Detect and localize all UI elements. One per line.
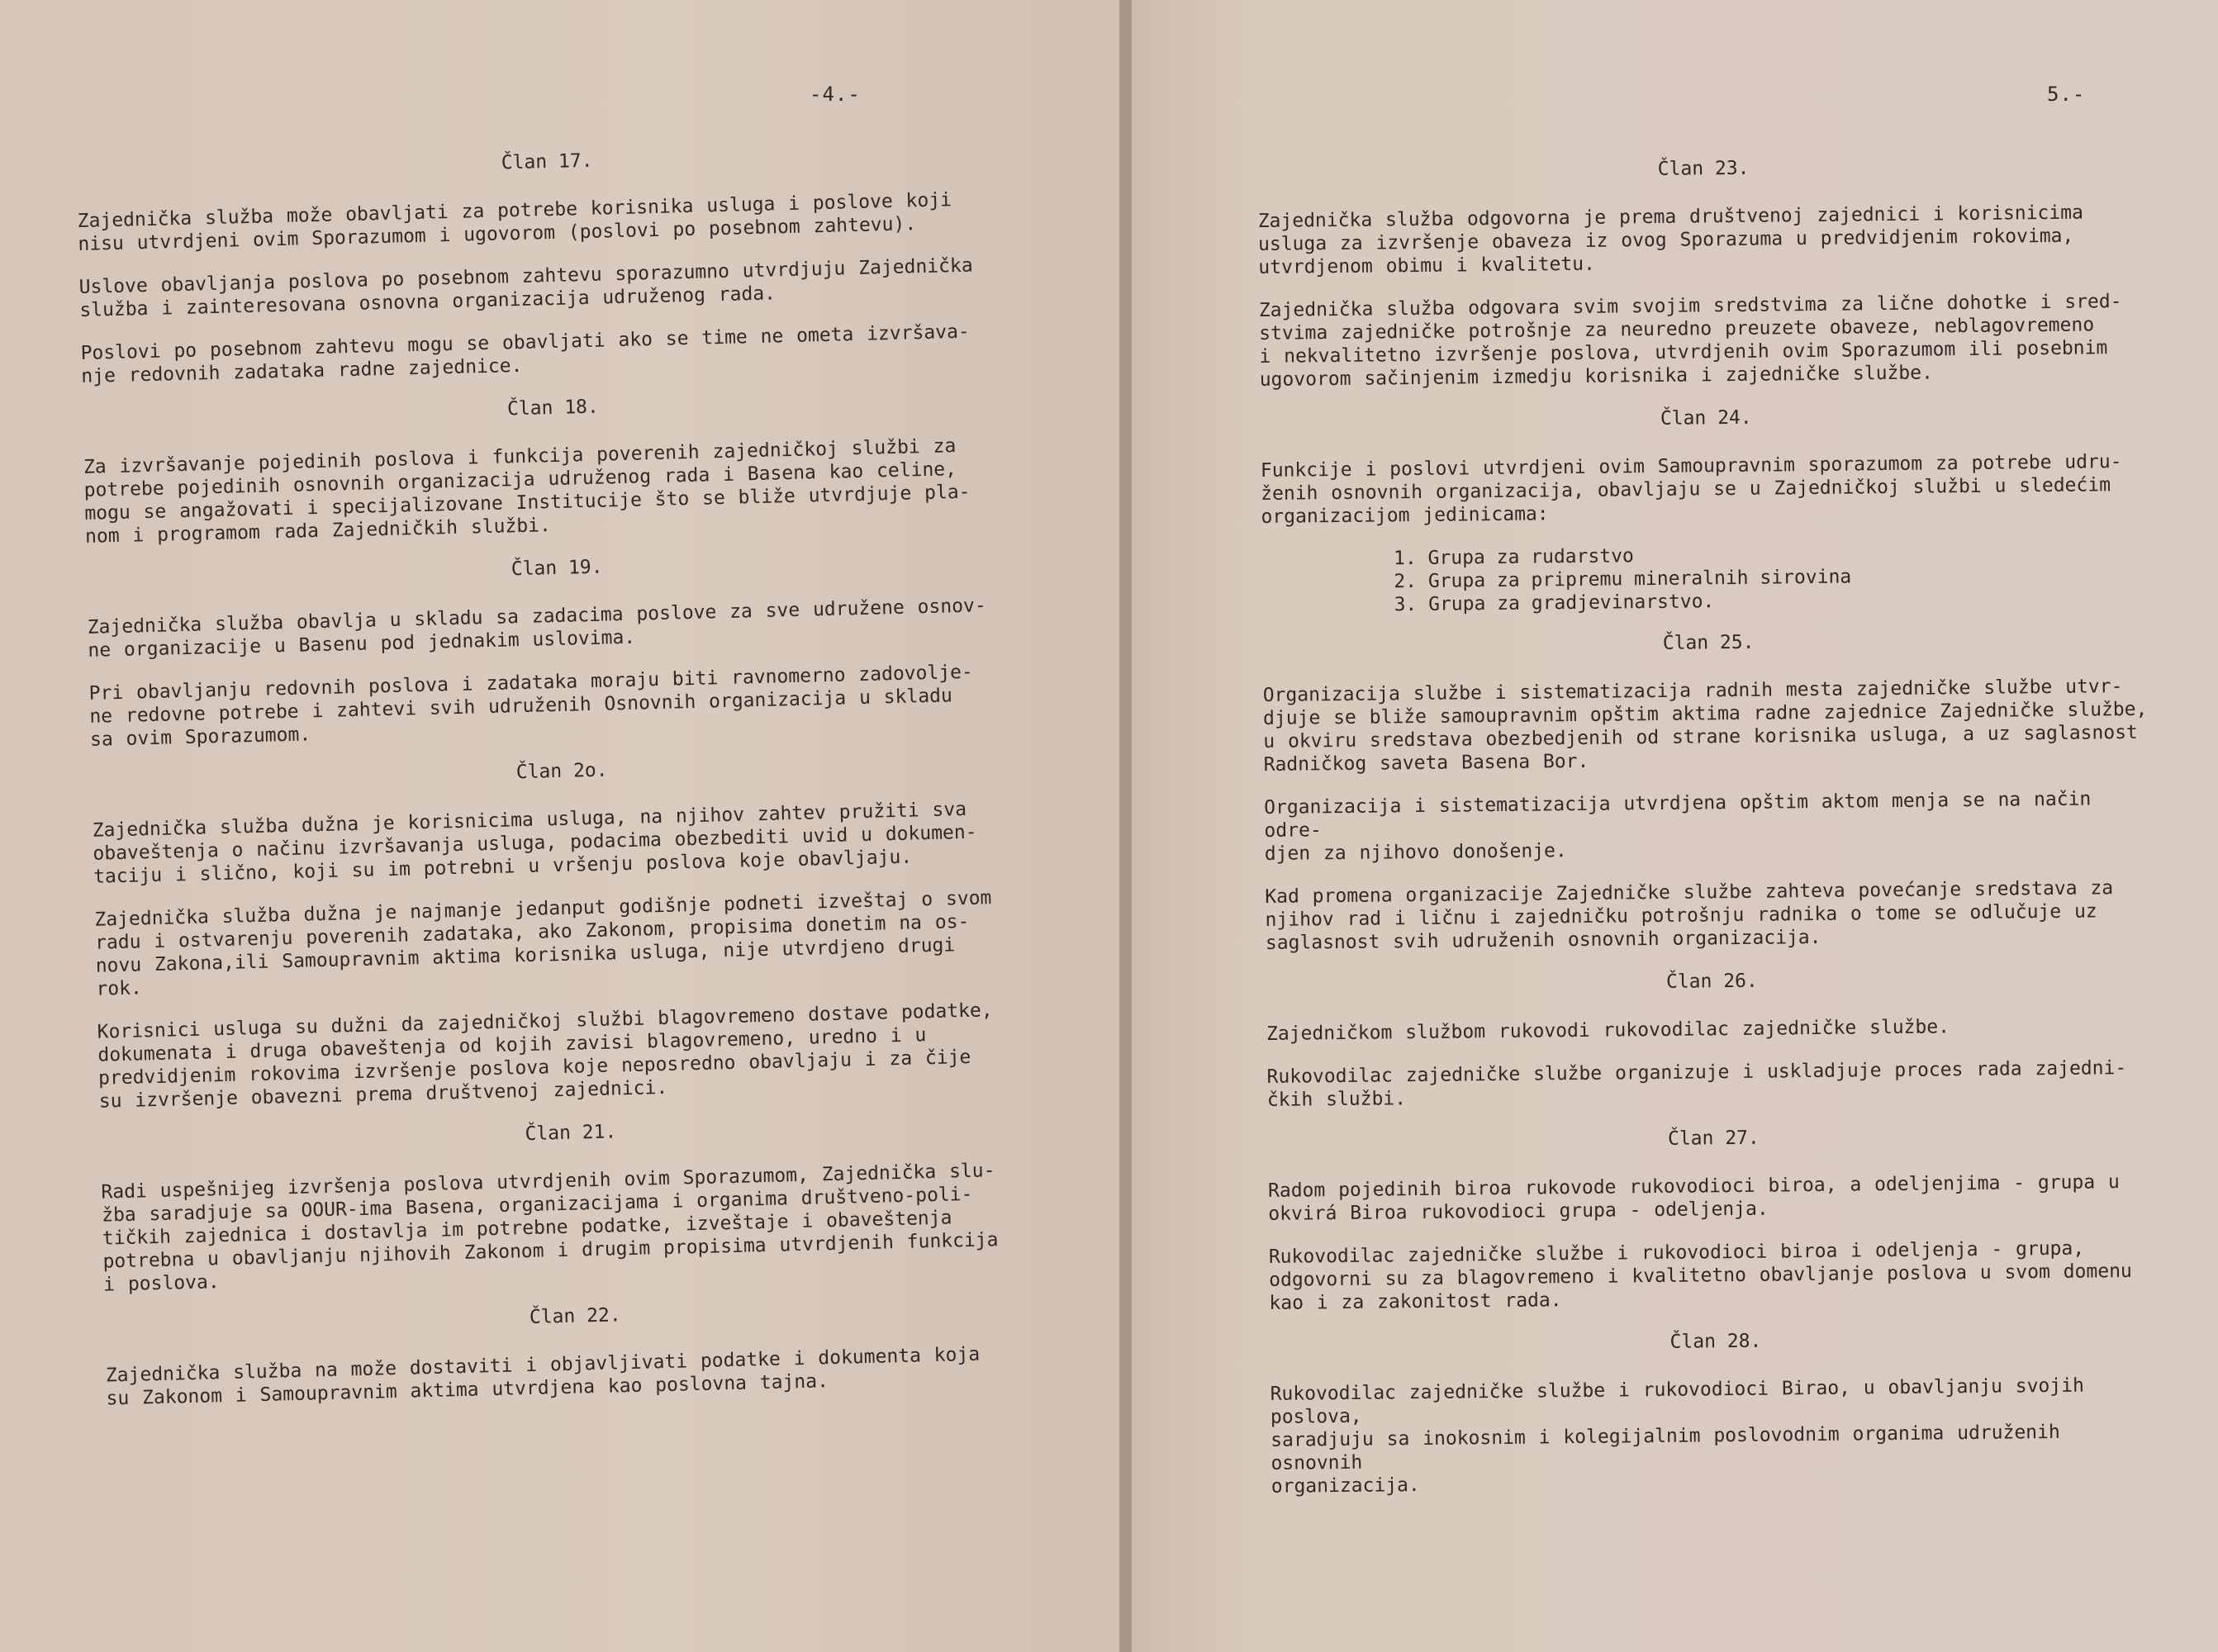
- article-title: Član 19.: [511, 556, 603, 581]
- article-title: Član 22.: [529, 1304, 622, 1329]
- article-paragraph: Poslovi po posebnom zahtevu mogu se obavljati ako se time ne ometa izvršava- nje redovnih zadataka radne zajednice.: [80, 320, 971, 387]
- article-paragraph: Rukovodilac zajedničke službe i rukovodioci biroa i odeljenja - grupa, odgovorni su za blagovremeno i kvalitetno obavljanje poslova u svom domenu kao i za zakonitost rada.: [1268, 1237, 2132, 1314]
- article-paragraph: Radom pojedinih biroa rukovode rukovodioci biroa, a odeljenjima - grupa u okvirá Biroa rukovodioci grupa - odeljenja.: [1267, 1171, 2120, 1225]
- article-title: Član 21.: [525, 1121, 617, 1146]
- article-section: [1257, 153, 2152, 392]
- article-paragraph: Uslove obavljanja poslova po posebnom zahtevu sporazumno utvrdjuju Zajednička služba i zainteresovana osnovna organizacija udruženog rada.: [78, 254, 973, 321]
- page-content: [76, 139, 1048, 1430]
- right-page: [1132, 0, 2218, 1652]
- article-paragraph: Za izvršavanje pojedinih poslova i funkcija poverenih zajedničkoj službi za potrebe pojedinih osnovnih organizacija udruženog rada i Basena kao celine, mogu se angažovati i specijalizovane Institucije što se bliže utvrdjuje pla- nom i programom rada Zajedničkih službi.: [83, 435, 971, 548]
- article-paragraph: Radi uspešnijeg izvršenja poslova utvrdjenih ovim Sporazumom, Zajednička slu- žba saradjuje sa OOUR-ima Basena, organizacijama i organima društveno-poli- tičkih zajednica i dostavlja im potrebne podatke, izveštaje i obaveštenja potrebna u obavljanju njihovih Zakonom i drugim propisima utvrdjenih funkcija i poslova.: [101, 1160, 999, 1296]
- article-title: Član 2o.: [515, 759, 608, 784]
- article-title: Član 23.: [1657, 157, 1750, 180]
- article-paragraph: Zajednička služba može obavljati za potrebe korisnika usluga i poslove koji nisu utvrdjeni ovim Sporazumom i ugovorom (poslovi po posebnom zahtevu).: [77, 189, 952, 255]
- article-title: Član 25.: [1662, 631, 1755, 654]
- article-paragraph: Zajednička služba dužna je najmanje jedanput godišnje podneti izveštaj o svom radu i ostvarenju poverenih zadataka, ako Zakonom, propisima donetim na os- novu Zakona,ili Samoupravnim aktima korisnika usluga, nije utvrdjeno drugi rok.: [94, 887, 992, 1000]
- article-paragraph: Zajednička služba odgovara svim svojim sredstvima za lične dohotke i sred- stvima zajedničke potrošnje za neuredno preuzete obaveze, neblagovremeno i nekvalitetno izvršenje poslova, utvrdjenih ovim Sporazumom ili posebnim ugovorom sačinjenim izmedju korisnika i zajedničke službe.: [1258, 291, 2122, 391]
- article-title: Član 24.: [1660, 406, 1752, 430]
- article-section: [1262, 627, 2158, 955]
- article-paragraph: Organizacija službe i sistematizacija radnih mesta zajedničke službe utvr- djuje se bliže samoupravnim opštim aktima radne zajednice Zajedničke službe, u okviru sredstava obezbedjenih od strane korisnika usluga, a uz saglasnost Radničkog saveta Basena Bor.: [1262, 676, 2148, 776]
- list-item: 1. Grupa za rudarstvo: [1393, 545, 1634, 570]
- article-paragraph: Zajednička služba dužna je korisnicima usluga, na njihov zahtev pružiti sva obaveštenja o načinu izvršavanja usluga, podacima obezbediti uvid u dokumen- taciju i slično, koji su im potrebni u vršenju poslova koje obavljaju.: [92, 798, 977, 888]
- article-title: Član 18.: [506, 396, 600, 420]
- article-section: [82, 385, 1027, 548]
- article-paragraph: Funkcije i poslovi utvrdjeni ovim Samoupravnim sporazumom za potrebe udru- ženih osnovnih organizacija, obavljaju se u Zajedničkoj službi u sledećim organizacijom jedinicama:: [1260, 451, 2122, 528]
- list-item: 2. Grupa za pripremu mineralnih sirovina: [1394, 566, 1852, 593]
- unit-list: [1261, 539, 2154, 618]
- list-item: 3. Grupa za gradjevinarstvo.: [1394, 591, 1715, 616]
- article-section: [1270, 1326, 2163, 1498]
- article-section: [1260, 402, 2154, 618]
- page-number: -4.-: [810, 83, 861, 106]
- article-paragraph: Rukovodilac zajedničke službe organizuje i uskladjuje proces rada zajedni- čkih službi.: [1266, 1057, 2127, 1111]
- article-section: [104, 1294, 1047, 1411]
- article-paragraph: Zajednička služba na može dostaviti i objavljivati podatke i dokumenta koja su Zakonom i Samoupravnim aktima utvrdjena kao poslovna tajna.: [105, 1343, 981, 1410]
- article-section: [91, 748, 1041, 1113]
- article-paragraph: Rukovodilac zajedničke službe i rukovodioci Birao, u obavljanju svojih poslova, saradjuju sa inokosnim i kolegijalnim poslovodnim organima udruženih osnovnih organizacija.: [1270, 1374, 2085, 1498]
- article-paragraph: Zajednička služba odgovorna je prema društvenoj zajednici i korisnicima usluga za izvršenje obaveza iz ovog Sporazuma u predvidjenim rokovima, utvrdjenom obimu i kvalitetu.: [1257, 202, 2083, 278]
- article-section: [1266, 966, 2159, 1112]
- page-content: [1257, 153, 2163, 1518]
- article-title: Član 26.: [1665, 970, 1758, 993]
- article-paragraph: Zajednička služba obavlja u skladu sa zadacima poslove za sve udružene osnov- ne organizacije u Basenu pod jednakim uslovima.: [87, 595, 987, 662]
- page-number: 5.-: [2047, 83, 2086, 106]
- article-paragraph: Korisnici usluga su dužni da zajedničkoj službi blagovremeno dostave podatke, dokumenata i druga obaveštenja od kojih zavisi blagovremeno, uredno i u predvidjenim rokovima izvršenje poslova koje neposredno obavljaju i za čije su izvršenje obavezni prema društvenoj zajednici.: [97, 999, 993, 1113]
- article-section: [76, 139, 1023, 388]
- article-paragraph: Kad promena organizacije Zajedničke službe zahteva povećanje sredstava za njihov rad i ličnu i zajedničku potrošnju radnika o tome se odlučuje uz saglasnost svih udruženih osnovnih organizacija.: [1265, 877, 2114, 954]
- article-title: Član 17.: [501, 150, 593, 174]
- article-title: Član 28.: [1669, 1330, 1762, 1353]
- article-paragraph: Organizacija i sistematizacija utvrdjena opštim aktom menja se na način odre- djen za njihovo donošenje.: [1264, 788, 2092, 865]
- article-section: [1267, 1123, 2161, 1315]
- article-section: [100, 1110, 1045, 1297]
- article-paragraph: Pri obavljanju redovnih poslova i zadataka moraju biti ravnomerno zadovolje- ne redovne potrebe i zahtevi svih udruženih Osnovnih organizacija u skladu sa ovim Sporazumom.: [88, 661, 974, 751]
- article-title: Član 27.: [1667, 1127, 1760, 1150]
- article-paragraph: Zajedničkom službom rukovodi rukovodilac zajedničke službe.: [1266, 1016, 1950, 1045]
- page-gutter: [1119, 0, 1132, 1652]
- article-section: [86, 545, 1032, 752]
